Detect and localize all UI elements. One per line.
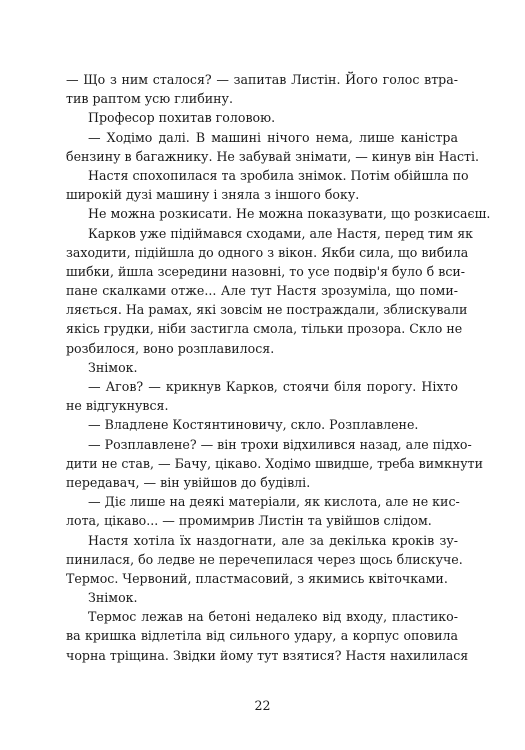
- text-line: ва кришка відлетіла від сильного удару, а корпус оповила: [66, 628, 458, 644]
- text-line: — Агов? — крикнув Карков, стоячи біля порогу. Ніхто: [88, 379, 458, 394]
- text-line: заходити, підійшла до одного з вікон. Якби сила, що вибила: [66, 244, 469, 260]
- text-line: Настя спохопилася та зробила знімок. Потім обійшла по: [88, 167, 469, 183]
- text-line: якісь грудки, ніби застигла смола, тільки прозора. Скло не: [66, 321, 463, 337]
- text-line: Знімок.: [88, 359, 138, 375]
- text-line: — Діє лише на деякі матеріали, як кислота, але не кис-: [88, 494, 460, 510]
- text-line: Не можна розкисати. Не можна показувати, що розкисаєш.: [88, 206, 491, 222]
- text-line: бензину в багажнику. Не забувай знімати, — кинув він Насті.: [66, 148, 480, 164]
- text-line: — Що з ним сталося? — запитав Листін. Його голос втра-: [66, 72, 458, 87]
- text-line: — Владлене Костянтиновичу, скло. Розплавлене.: [88, 417, 419, 433]
- text-line: розбилося, воно розплавилося.: [66, 340, 275, 356]
- text-line: — Ходімо далі. В машині нічого нема, лише каністра: [88, 129, 458, 145]
- text-line: Карков уже підіймався сходами, але Настя, перед тим як: [88, 225, 474, 241]
- text-line: Професор похитав головою.: [88, 110, 276, 126]
- text-line: Термос. Червоний, пластмасовий, з якимись квіточками.: [66, 570, 448, 586]
- text-line: — Розплавлене? — він трохи відхилився назад, але підхо-: [88, 436, 472, 452]
- text-line: шибки, йшла зсередини назовні, то усе подвір'я було б вси-: [66, 263, 466, 279]
- page-number: 22: [254, 698, 271, 713]
- text-line: чорна тріщина. Звідки йому тут взятися? Настя нахилилася: [66, 647, 469, 663]
- text-line: передавач, — він увійшов до будівлі.: [66, 474, 311, 490]
- text-line: лота, цікаво... — промимрив Листін та увійшов слідом.: [66, 513, 432, 529]
- text-line: Термос лежав на бетоні недалеко від входу, пластико-: [88, 609, 458, 625]
- text-line: дити не став, — Бачу, цікаво. Ходімо швидше, треба вимкнути: [66, 455, 483, 471]
- text-line: пинилася, бо ледве не перечепилася через щось блискуче.: [66, 551, 463, 567]
- text-line: широкій дузі машину і зняла з іншого боку.: [66, 187, 360, 203]
- text-line: Знімок.: [88, 590, 138, 606]
- body-text: [66, 70, 491, 665]
- text-line: пане скалками отже... Але тут Настя зрозуміла, що поми-: [66, 283, 458, 299]
- text-line: ляється. На рамах, які зовсім не постраждали, зблискували: [66, 302, 468, 318]
- text-line: тив раптом усю глибину.: [66, 91, 233, 107]
- text-line: Настя хотіла їх наздогнати, але за декілька кроків зу-: [88, 532, 458, 548]
- text-line: не відгукнувся.: [66, 398, 169, 414]
